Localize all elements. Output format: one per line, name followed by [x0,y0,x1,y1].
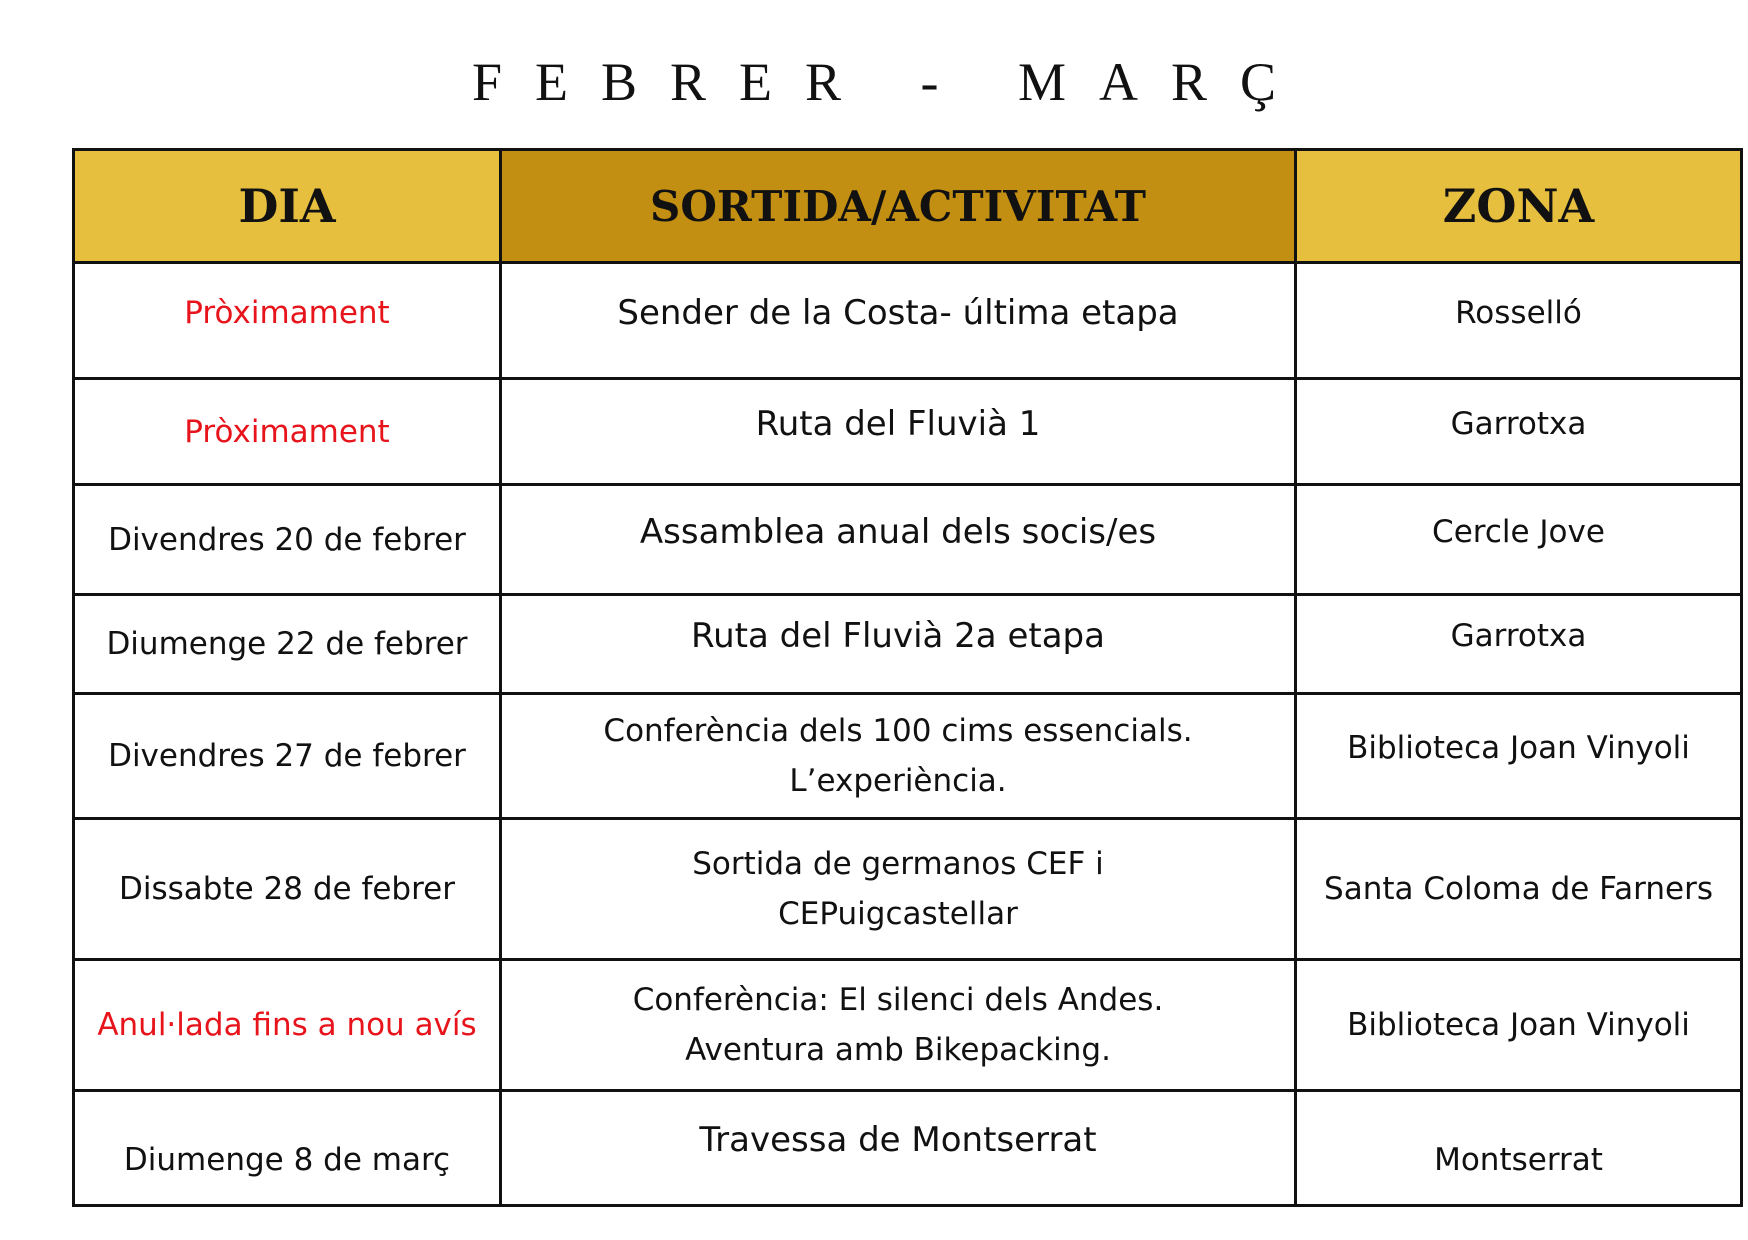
activitat-text-line2: Aventura amb Bikepacking. [685,1032,1111,1068]
zona-text: Montserrat [1434,1142,1603,1178]
activitat-text: Ruta del Fluvià 1 [755,403,1041,444]
table-row [74,960,1742,1091]
dia-text: Divendres 27 de febrer [108,738,466,774]
table-row [74,485,1742,595]
table-header-row [74,150,1742,263]
dia-text: Diumenge 8 de març [123,1142,451,1178]
row-activitat [501,1091,1296,1206]
row-dia [74,819,501,960]
row-dia [74,1091,501,1206]
row-dia [74,263,501,379]
row-zona [1296,1091,1742,1206]
zona-text: Biblioteca Joan Vinyoli [1347,1007,1690,1043]
activitat-text-line1: Conferència dels 100 cims essencials. [603,713,1193,749]
table-row [74,379,1742,485]
dia-text: Divendres 20 de febrer [108,521,466,558]
row-activitat [501,960,1296,1091]
table-row [74,1091,1742,1206]
row-activitat [501,379,1296,485]
dia-text: Diumenge 22 de febrer [106,626,468,662]
table-row [74,263,1742,379]
schedule-table [72,148,1743,1207]
activitat-text-line1: Conferència: El silenci dels Andes. [632,982,1164,1018]
row-zona [1296,960,1742,1091]
row-activitat [501,485,1296,595]
dia-text: Anul·lada fins a nou avís [97,1007,477,1043]
row-zona [1296,595,1742,694]
activitat-text-line2: L’experiència. [789,763,1007,799]
zona-text: Biblioteca Joan Vinyoli [1347,730,1690,766]
activitat-text-line1: Sortida de germanos CEF i [692,846,1104,882]
zona-text: Rosselló [1455,294,1582,331]
table-row [74,694,1742,819]
activitat-text-line2: CEPuigcastellar [778,896,1018,932]
row-dia [74,694,501,819]
zona-text: Garrotxa [1450,405,1587,442]
row-activitat [501,819,1296,960]
table-row [74,595,1742,694]
row-dia [74,960,501,1091]
row-zona [1296,485,1742,595]
header-dia: DIA [74,150,501,263]
row-dia [74,485,501,595]
activitat-text: Sender de la Costa- última etapa [617,292,1179,333]
header-zona: ZONA [1296,150,1742,263]
dia-text: Pròximament [184,413,390,450]
row-dia [74,595,501,694]
page-title: FEBRER - MARÇ [471,52,1310,112]
row-dia [74,379,501,485]
activitat-text: Ruta del Fluvià 2a etapa [691,616,1105,656]
activitat-text: Assamblea anual dels socis/es [639,511,1157,552]
dia-text: Pròximament [184,294,390,331]
table-row [74,819,1742,960]
dia-text: Dissabte 28 de febrer [119,871,455,907]
row-activitat [501,694,1296,819]
row-zona [1296,819,1742,960]
zona-text: Garrotxa [1450,618,1587,654]
activitat-text: Travessa de Montserrat [699,1120,1097,1160]
row-zona [1296,263,1742,379]
row-zona [1296,379,1742,485]
row-activitat [501,263,1296,379]
zona-text: Santa Coloma de Farners [1324,871,1713,907]
zona-text: Cercle Jove [1432,513,1605,550]
row-zona [1296,694,1742,819]
row-activitat [501,595,1296,694]
header-activitat: SORTIDA/ACTIVITAT [501,150,1296,263]
